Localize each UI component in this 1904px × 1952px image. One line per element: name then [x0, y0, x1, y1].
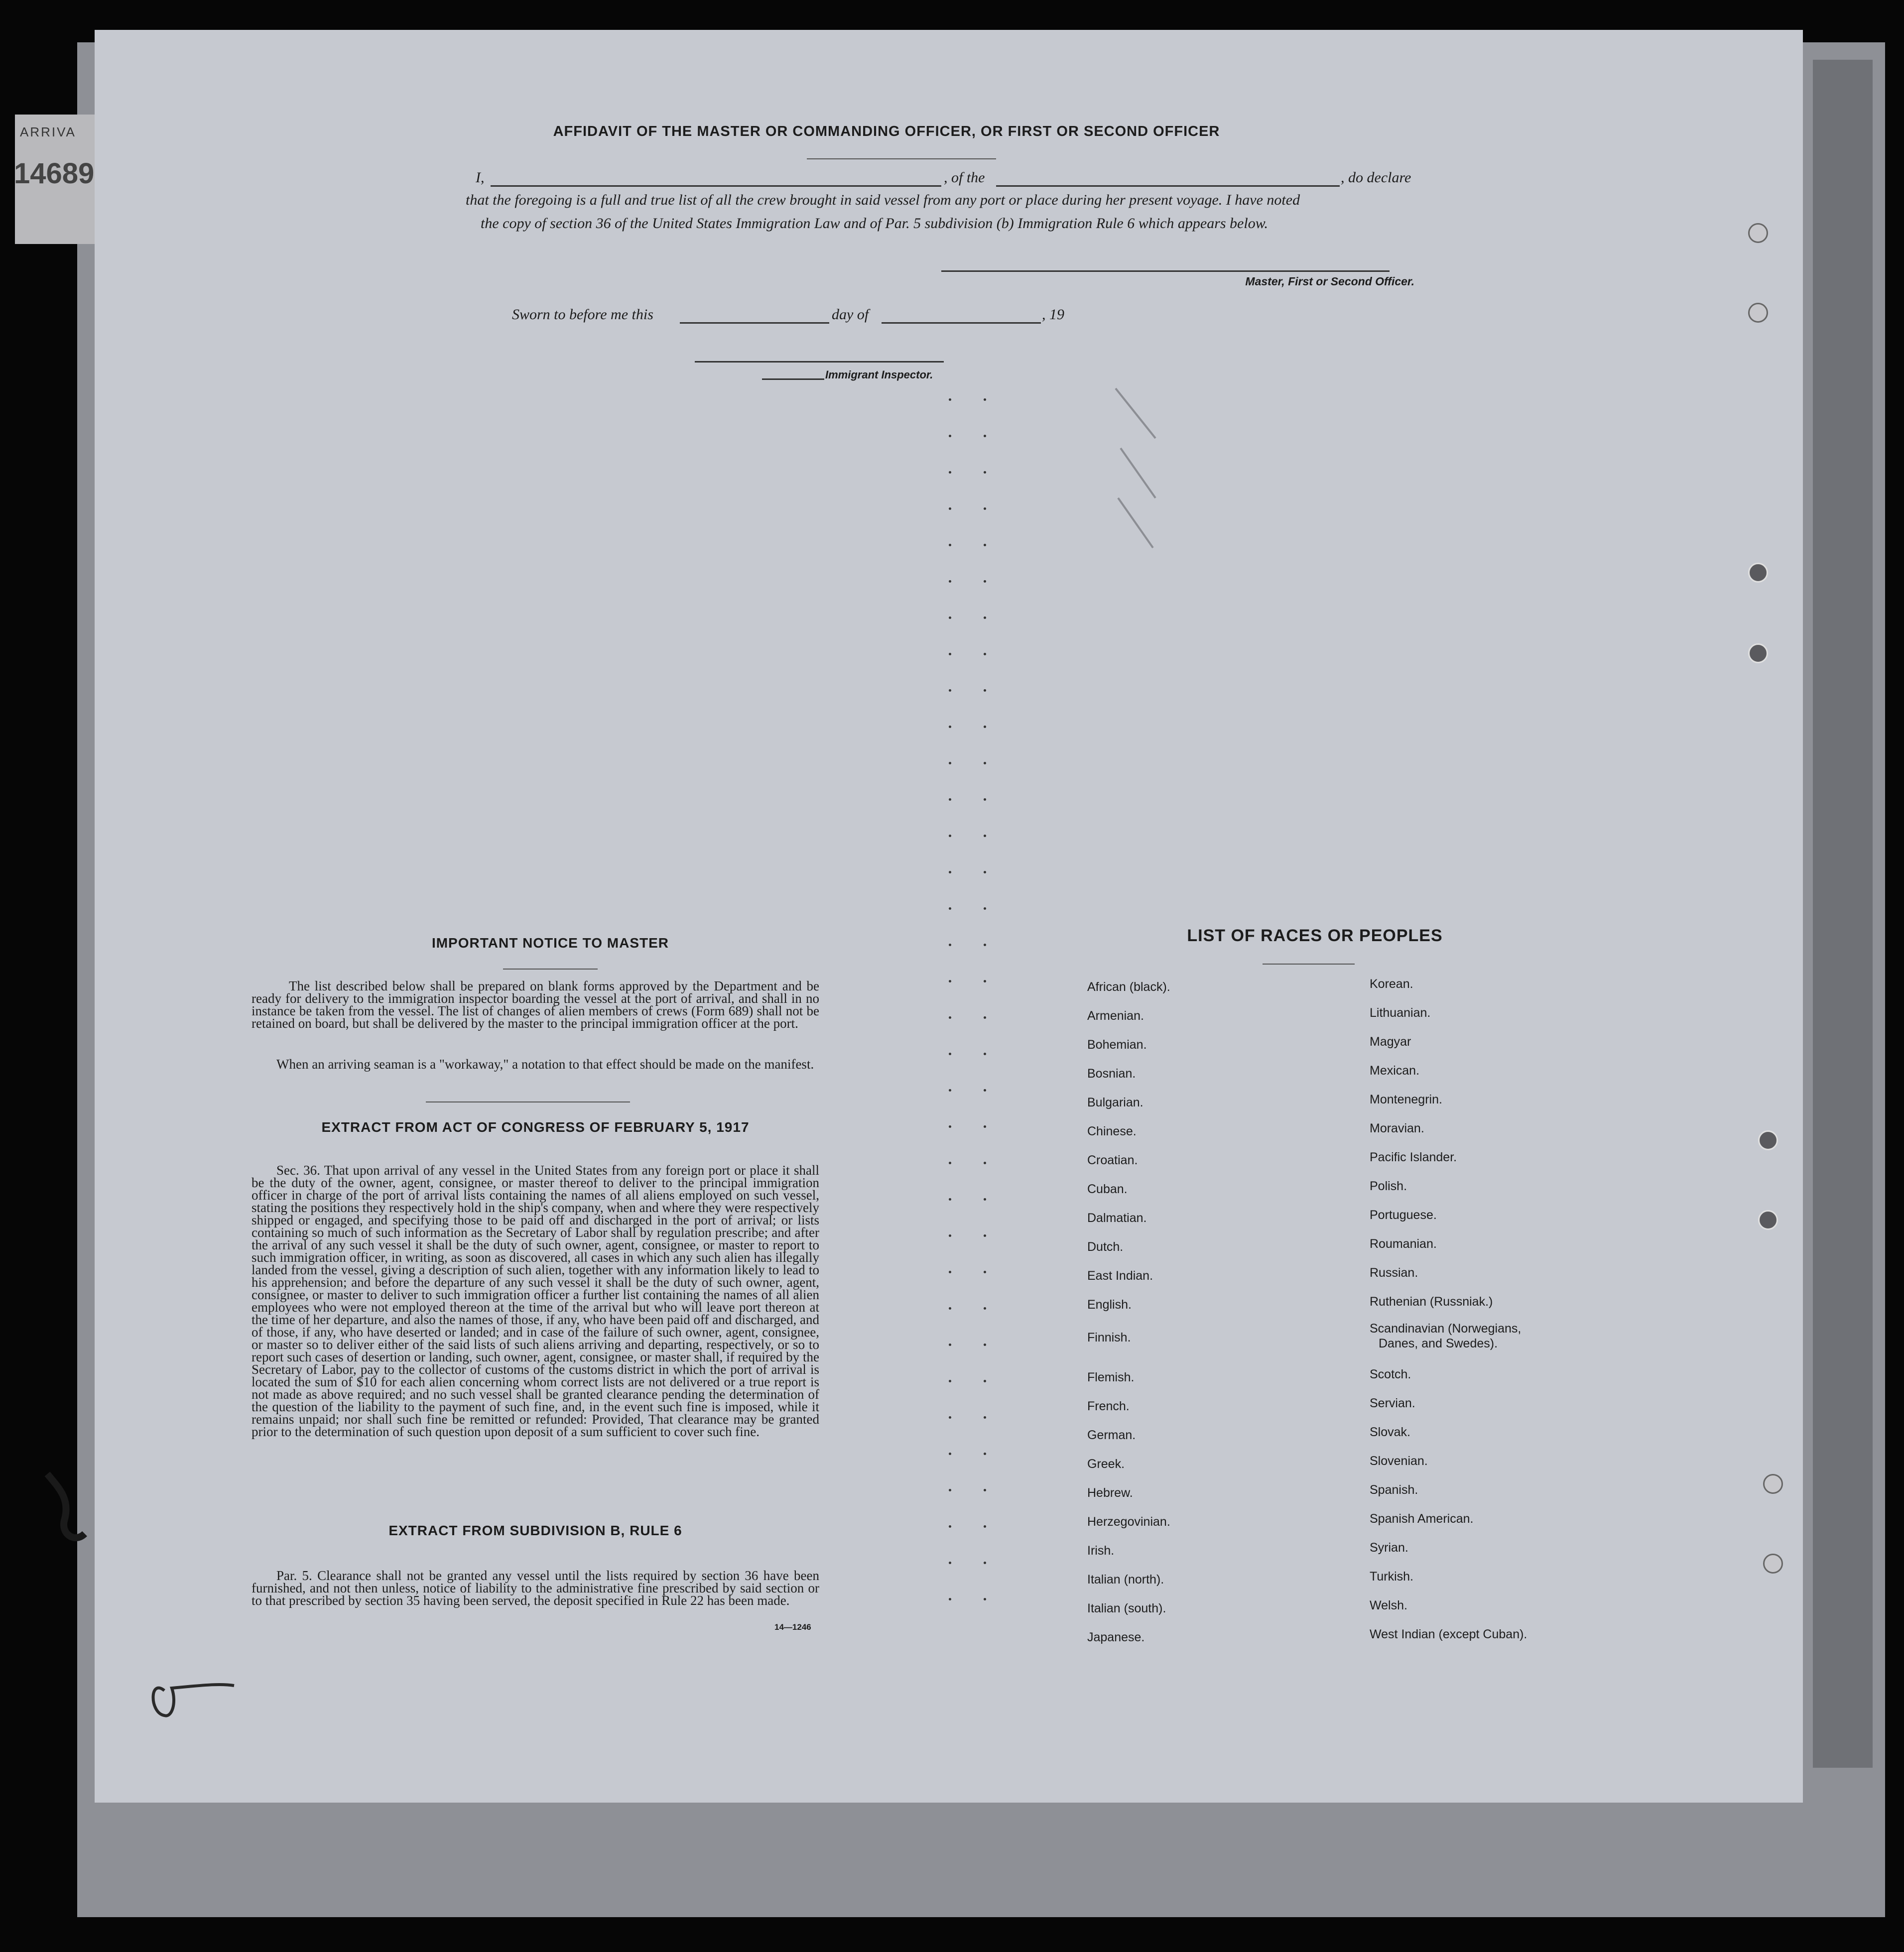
race-item: Servian. [1370, 1396, 1415, 1410]
race-item: Dalmatian. [1087, 1211, 1147, 1225]
race-item: Dutch. [1087, 1240, 1124, 1254]
race-item: Portuguese. [1370, 1208, 1437, 1222]
race-item: Scotch. [1370, 1367, 1411, 1381]
handwritten-mark-icon [153, 1685, 235, 1716]
form-number: 14—1246 [774, 1622, 811, 1632]
race-item: Mexican. [1370, 1064, 1420, 1078]
signature-caption: Master, First or Second Officer. [1245, 275, 1414, 288]
race-item: Spanish American. [1370, 1512, 1474, 1526]
race-item: Roumanian. [1370, 1237, 1437, 1251]
race-item: Korean. [1370, 977, 1413, 991]
race-item: Moravian. [1370, 1121, 1424, 1135]
handwritten-scribble-icon [47, 1474, 85, 1538]
race-item: Slovak. [1370, 1425, 1410, 1439]
race-item: Bulgarian. [1087, 1096, 1143, 1109]
notice-title: IMPORTANT NOTICE TO MASTER [431, 935, 669, 951]
extract-1-body: Sec. 36. That upon arrival of any vessel in the United States from any foreign port or place it shall be the duty of the owner, agent, consignee, or master thereof to deliver to the principal immigration officer in charge of the port of arrival lists containing the names of all aliens employed on such vessel, stating the positions they respectively hold in the ship's company, when and where they were respectively shipped or engaged, and specifying those to be paid off and discharged in the port of arrival; or lists containing so much of such information as the Secretary of Labor shall by regulation prescribe; and after the arrival of any such vessel it shall be the duty of such owner, agent, consignee, or master to report to such immigration officer, in writing, as soon as discovered, all cases in which any such alien has illegally landed from the vessel, giving a description of such alien, together with any information likely to lead to his apprehension; and before the departure of any such vessel it shall be the duty of such owner, agent, consignee, or master to deliver to such immigration officer a further list containing the names of all alien employees who were not employed thereon at the time of the arrival but who will leave port thereon at the time of her departure, and also the names of those, if any, who have been paid off and discharged, and of those, if any, who have deserted or landed; and in case of the failure of such owner, agent, consignee, or master so to deliver either of the said lists of such aliens arriving and departing, respectively, or so to report such cases of desertion or landing, such owner, agent, consignee, or master shall, if required by the Secretary of Labor, pay to the collector of customs of the customs district in which the port of arrival is located the sum of $10 for each alien concerning whom correct lists are not delivered or a true report is not made as above required; and no such vessel shall be granted clearance pending the determination of the question of the liability to the payment of such fine, and, in the event such fine is imposed, while it remains unpaid; nor shall such fine be remitted or refunded: Provided, That clearance may be granted prior to the determination of such question upon deposit of a sum sufficient to cover such fine. [252, 1163, 819, 1439]
race-item: Croatian. [1087, 1153, 1138, 1167]
sworn-text-mid: day of [832, 306, 869, 323]
race-item: Scandinavian (Norwegians, [1370, 1322, 1522, 1336]
race-item: East Indian. [1087, 1269, 1153, 1283]
race-item: Spanish. [1370, 1483, 1418, 1497]
race-item: Armenian. [1087, 1009, 1144, 1023]
race-item: Lithuanian. [1370, 1006, 1431, 1020]
affidavit-line1-mid: , of the [944, 169, 985, 186]
race-item: Bohemian. [1087, 1038, 1147, 1052]
race-item: Polish. [1370, 1179, 1407, 1193]
inspector-caption: Immigrant Inspector. [825, 368, 933, 381]
race-item: Magyar [1370, 1035, 1411, 1049]
affidavit-line1-start: I, [476, 169, 485, 186]
race-item: Irish. [1087, 1544, 1115, 1558]
extract-2-body: Par. 5. Clearance shall not be granted any vessel until the lists required by section 36 have been furnished, and not then unless, notice of liability to the administrative fine prescribed by said section or to that prescribed by section 35 having been served, the deposit specified in Rule 22 has been made. [252, 1568, 819, 1608]
race-item: French. [1087, 1399, 1130, 1413]
race-item: Pacific Islander. [1370, 1150, 1457, 1164]
notice-paragraph-1: The list described below shall be prepared on blank forms approved by the Department and be ready for delivery to the immigration inspector boarding the vessel at the port of arrival, and shall in no instance be taken from the vessel. The list of changes of alien members of crews (Form 689) shall not be retained on board, but shall be delivered by the master to the principal immigration officer at the port. [252, 978, 819, 1031]
race-item: Cuban. [1087, 1182, 1128, 1196]
race-item: Russian. [1370, 1266, 1418, 1280]
affidavit-line1-end: , do declare [1341, 169, 1411, 186]
race-item: English. [1087, 1298, 1132, 1312]
race-item: Syrian. [1370, 1541, 1408, 1555]
race-item: Italian (south). [1087, 1601, 1166, 1615]
race-item: Flemish. [1087, 1370, 1135, 1384]
race-item: Italian (north). [1087, 1573, 1164, 1586]
race-item: West Indian (except Cuban). [1370, 1627, 1527, 1641]
margin-tab-text: ARRIVA [20, 124, 76, 139]
race-item: German. [1087, 1428, 1136, 1442]
extract-1-title: EXTRACT FROM ACT OF CONGRESS OF FEBRUARY 5, 1917 [321, 1119, 750, 1135]
margin-tab-number: 14689 [14, 157, 95, 190]
races-title: LIST OF RACES OR PEOPLES [1187, 926, 1443, 945]
race-item: Ruthenian (Russniak.) [1370, 1295, 1493, 1309]
race-item: Montenegrin. [1370, 1093, 1442, 1106]
sworn-text-start: Sworn to before me this [512, 306, 653, 323]
race-item: Japanese. [1087, 1630, 1145, 1644]
race-item: Herzegovinian. [1087, 1515, 1170, 1529]
affidavit-line2: that the foregoing is a full and true list of all the crew brought in said vessel from any port or place during her present voyage. I have noted [466, 192, 1300, 208]
race-item: Hebrew. [1087, 1486, 1133, 1500]
race-item: African (black). [1087, 980, 1170, 994]
affidavit-title: AFFIDAVIT OF THE MASTER OR COMMANDING OFFICER, OR FIRST OR SECOND OFFICER [553, 123, 1220, 139]
faint-pencil-mark-icon [1116, 388, 1155, 548]
race-item: Slovenian. [1370, 1454, 1428, 1468]
affidavit-line3: the copy of section 36 of the United States Immigration Law and of Par. 5 subdivision (b) Immigration Rule 6 which appears below. [481, 215, 1268, 232]
sworn-text-end: , 19 [1042, 306, 1064, 323]
race-item: Welsh. [1370, 1598, 1407, 1612]
notice-paragraph-2: When an arriving seaman is a "workaway," a notation to that effect should be made on the manifest. [276, 1057, 814, 1072]
extract-2-title: EXTRACT FROM SUBDIVISION B, RULE 6 [388, 1523, 682, 1538]
race-item: Finnish. [1087, 1331, 1131, 1344]
race-item: Turkish. [1370, 1570, 1413, 1584]
race-item: Danes, and Swedes). [1379, 1337, 1498, 1350]
race-item: Chinese. [1087, 1124, 1137, 1138]
race-item: Greek. [1087, 1457, 1125, 1471]
race-item: Bosnian. [1087, 1067, 1136, 1081]
